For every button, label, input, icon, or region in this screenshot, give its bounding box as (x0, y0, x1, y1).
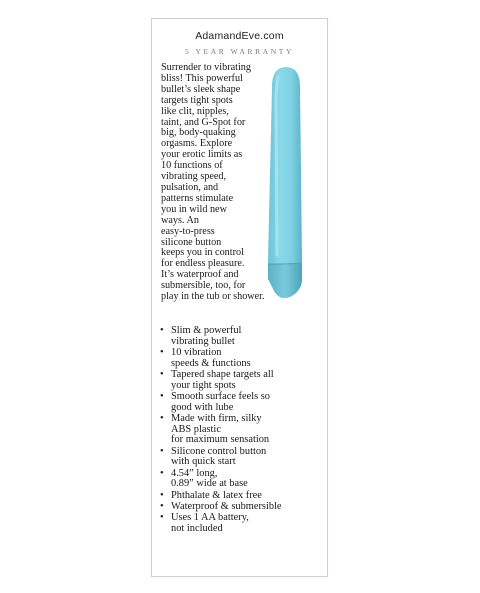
feature-line: for maximum sensation (171, 434, 270, 446)
description-line: ways. An (161, 214, 199, 226)
feature-line: Made with firm, silky (171, 413, 262, 424)
description-line: pulsation, and (161, 181, 219, 193)
description-line: for endless pleasure. (161, 258, 245, 270)
description-line: keeps you in control (161, 247, 244, 259)
feature-line: Silicone control button (171, 445, 267, 457)
bullet-base-cap (268, 263, 302, 298)
feature-item (160, 502, 328, 513)
description-line: It’s waterproof and (161, 269, 239, 281)
feature-line: vibrating bullet (171, 335, 235, 347)
description-line: orgasms. Explore (161, 138, 233, 150)
feature-line: good with lube (171, 401, 234, 413)
feature-item (160, 348, 328, 369)
feature-item (160, 469, 328, 490)
feature-line: Slim & powerful (171, 325, 242, 336)
description-line: patterns stimulate (161, 192, 234, 204)
description-line: bliss! This powerful (161, 72, 243, 84)
feature-line: with quick start (171, 456, 236, 468)
bullet-icon: • (160, 501, 164, 512)
description-line: your erotic limits as (161, 149, 243, 161)
feature-item (160, 326, 328, 347)
description-line: you in wild new (161, 203, 227, 215)
bullet-icon: • (160, 512, 164, 524)
feature-line: Uses 1 AA battery, (171, 512, 249, 524)
description-line: targets tight spots (161, 94, 233, 106)
bullet-icon: • (160, 489, 164, 501)
description-line: easy-to-press (161, 225, 215, 237)
description-line: 10 functions of (161, 160, 223, 172)
feature-line: Smooth surface feels so (171, 391, 270, 402)
bullet-vibrator-image (258, 65, 318, 305)
bullet-icon: • (160, 369, 164, 380)
feature-line: 4.54” long, (171, 467, 218, 479)
feature-item (160, 491, 328, 502)
bullet-icon: • (160, 413, 164, 424)
feature-list (160, 326, 328, 535)
feature-item (160, 414, 328, 446)
description-line: submersible, too, for (161, 280, 246, 292)
feature-item (160, 513, 328, 534)
description-line: silicone button (161, 236, 222, 248)
feature-line: 0.89” wide at base (171, 478, 248, 490)
feature-line: Tapered shape targets all (171, 369, 274, 380)
feature-line: your tight spots (171, 379, 236, 391)
description-line: bullet’s sleek shape (161, 83, 241, 95)
bullet-icon: • (160, 391, 164, 402)
description-line: like clit, nipples, (161, 105, 229, 117)
feature-line: Phthalate & latex free (171, 489, 262, 501)
feature-item (160, 447, 328, 468)
bullet-body (268, 67, 302, 269)
bullet-icon: • (160, 325, 164, 336)
bullet-icon: • (160, 467, 164, 479)
feature-item (160, 370, 328, 391)
feature-line: speeds & functions (171, 357, 251, 369)
bullet-icon: • (160, 347, 164, 358)
feature-line: 10 vibration (171, 347, 222, 358)
feature-line: not included (171, 523, 223, 534)
brand-website: AdamandEve.com (195, 30, 284, 42)
bullet-icon: • (160, 445, 164, 457)
feature-line: ABS plastic (171, 423, 221, 435)
warranty-text: 5 YEAR WARRANTY (184, 47, 294, 56)
description-line: vibrating speed, (161, 171, 227, 183)
feature-line: Waterproof & submersible (171, 501, 282, 512)
description-line: Surrender to vibrating (161, 62, 251, 73)
feature-item (160, 392, 328, 413)
description-line: taint, and G-Spot for (161, 116, 246, 128)
description-line: play in the tub or shower. (161, 291, 265, 303)
description-line: big, body-quaking (161, 127, 236, 139)
